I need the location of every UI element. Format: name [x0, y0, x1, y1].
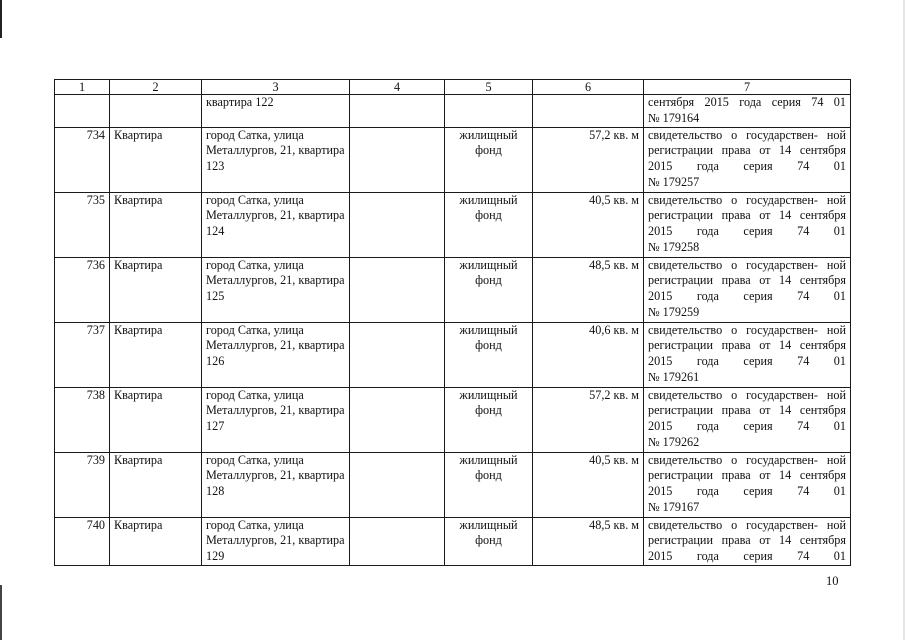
document-number: № 179257	[648, 174, 700, 189]
cell-area	[533, 95, 644, 128]
column-number: 1	[55, 80, 110, 95]
cell-number: 740	[55, 517, 110, 565]
cell-empty	[350, 452, 445, 517]
cell-area: 40,5 кв. м	[533, 192, 644, 257]
document-number: № 179164	[648, 110, 700, 125]
cell-area: 57,2 кв. м	[533, 387, 644, 452]
document-text: свидетельство о государствен- ной регистрации права от 14 сентября 2015 года серия 74 01	[648, 257, 846, 304]
cell-address: квартира 122	[202, 95, 350, 128]
cell-address: город Сатка, улица Металлургов, 21, квартира 127	[202, 387, 350, 452]
cell-type	[110, 95, 202, 128]
cell-area: 57,2 кв. м	[533, 127, 644, 192]
table-row-continuation	[55, 95, 851, 128]
cell-fund: жилищный фонд	[445, 452, 533, 517]
cell-document	[644, 257, 851, 322]
document-text: свидетельство о государствен- ной регистрации права от 14 сентября 2015 года серия 74 01	[648, 517, 846, 564]
cell-empty	[350, 322, 445, 387]
document-number: № 179261	[648, 369, 700, 384]
document-text: свидетельство о государствен- ной регистрации права от 14 сентября 2015 года серия 74 01	[648, 322, 846, 369]
cell-area: 40,6 кв. м	[533, 322, 644, 387]
scan-edge-mark	[0, 585, 2, 640]
cell-number: 735	[55, 192, 110, 257]
scan-edge-mark	[0, 0, 2, 38]
cell-fund: жилищный фонд	[445, 192, 533, 257]
table-row	[55, 452, 851, 517]
document-text: свидетельство о государствен- ной регистрации права от 14 сентября 2015 года серия 74 01	[648, 192, 846, 239]
cell-type: Квартира	[110, 257, 202, 322]
cell-address: город Сатка, улица Металлургов, 21, квартира 123	[202, 127, 350, 192]
cell-document	[644, 322, 851, 387]
page-number: 10	[826, 574, 839, 588]
cell-area: 40,5 кв. м	[533, 452, 644, 517]
cell-address: город Сатка, улица Металлургов, 21, квартира 128	[202, 452, 350, 517]
cell-empty	[350, 387, 445, 452]
cell-empty	[350, 257, 445, 322]
cell-fund	[445, 95, 533, 128]
cell-type: Квартира	[110, 322, 202, 387]
property-register-table	[54, 79, 851, 566]
table-row	[55, 517, 851, 565]
cell-empty	[350, 95, 445, 128]
document-text: свидетельство о государствен- ной регистрации права от 14 сентября 2015 года серия 74 01	[648, 127, 846, 174]
cell-fund: жилищный фонд	[445, 127, 533, 192]
document-number: № 179258	[648, 239, 700, 254]
document-number: № 179167	[648, 499, 700, 514]
cell-type: Квартира	[110, 517, 202, 565]
cell-empty	[350, 192, 445, 257]
cell-area: 48,5 кв. м	[533, 517, 644, 565]
cell-address: город Сатка, улица Металлургов, 21, квартира 124	[202, 192, 350, 257]
table-row	[55, 387, 851, 452]
document-number: № 179262	[648, 434, 700, 449]
column-number: 4	[350, 80, 445, 95]
document-text: сентября 2015 года серия 74 01	[648, 95, 846, 109]
column-number: 5	[445, 80, 533, 95]
cell-address: город Сатка, улица Металлургов, 21, квартира 126	[202, 322, 350, 387]
cell-fund: жилищный фонд	[445, 257, 533, 322]
table-row	[55, 257, 851, 322]
cell-document	[644, 452, 851, 517]
cell-document	[644, 387, 851, 452]
cell-empty	[350, 517, 445, 565]
column-number: 2	[110, 80, 202, 95]
document-text: свидетельство о государствен- ной регистрации права от 14 сентября 2015 года серия 74 01	[648, 387, 846, 434]
column-number-header-row	[55, 80, 851, 95]
document-text: свидетельство о государствен- ной регистрации права от 14 сентября 2015 года серия 74 01	[648, 452, 846, 499]
cell-type: Квартира	[110, 452, 202, 517]
cell-address: город Сатка, улица Металлургов, 21, квартира 125	[202, 257, 350, 322]
cell-type: Квартира	[110, 192, 202, 257]
cell-document	[644, 127, 851, 192]
cell-number: 739	[55, 452, 110, 517]
cell-number	[55, 95, 110, 128]
table-row	[55, 192, 851, 257]
column-number: 7	[644, 80, 851, 95]
column-number: 6	[533, 80, 644, 95]
cell-type: Квартира	[110, 387, 202, 452]
cell-fund: жилищный фонд	[445, 322, 533, 387]
cell-document	[644, 95, 851, 128]
table-row	[55, 127, 851, 192]
cell-area: 48,5 кв. м	[533, 257, 644, 322]
cell-number: 736	[55, 257, 110, 322]
cell-type: Квартира	[110, 127, 202, 192]
cell-document	[644, 192, 851, 257]
cell-number: 737	[55, 322, 110, 387]
cell-number: 734	[55, 127, 110, 192]
document-number: № 179259	[648, 304, 700, 319]
cell-address: город Сатка, улица Металлургов, 21, квартира 129	[202, 517, 350, 565]
cell-fund: жилищный фонд	[445, 387, 533, 452]
cell-empty	[350, 127, 445, 192]
cell-number: 738	[55, 387, 110, 452]
cell-document	[644, 517, 851, 565]
cell-fund: жилищный фонд	[445, 517, 533, 565]
column-number: 3	[202, 80, 350, 95]
table-row	[55, 322, 851, 387]
